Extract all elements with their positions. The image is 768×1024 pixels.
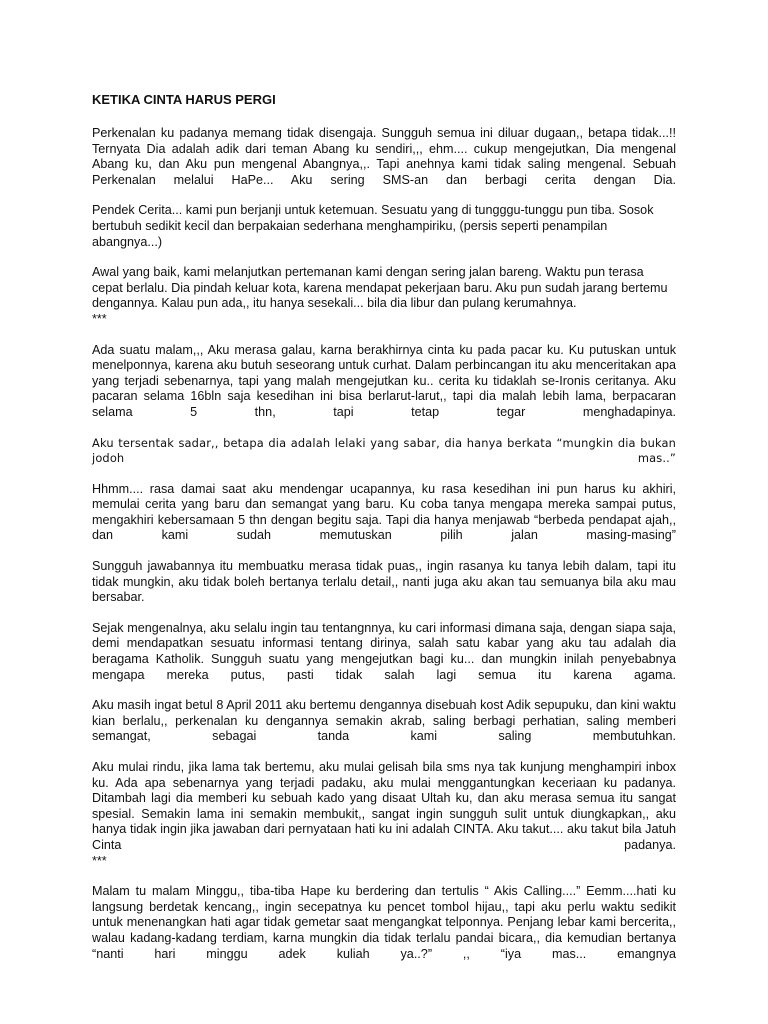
section-separator: ***: [92, 853, 107, 868]
paragraph-text: Sungguh jawabannya itu membuatku merasa tidak puas,, ingin rasanya ku tanya lebih dalam, tapi itu tidak mungkin, aku tidak boleh bertanya terlalu detail,, nanti juga aku akan tau semuanya bila aku mau bersabar.: [92, 559, 676, 605]
paragraph: [92, 203, 676, 250]
paragraph-text: Hhmm.... rasa damai saat aku mendengar ucapannya, ku rasa kesedihan ini pun harus ku akhiri, memulai cerita yang baru dan semangat yang baru. Ku coba tanya mengapa mereka sampai putus, mengakhiri kebersamaan 5 thn dengan begitu saja. Tapi dia hanya menjawab “berbeda pendapat ajah,, dan kami sudah memutuskan pilih jalan masing-masing”: [92, 481, 676, 543]
paragraph-text: Pendek Cerita... kami pun berjanji untuk ketemuan. Sesuatu yang di tungggu-tunggu pun tiba. Sosok bertubuh sedikit kecil dan berpakaian sederhana menghampiriku, (persis seperti penampilan abangnya...): [92, 203, 654, 249]
paragraph: [92, 126, 676, 188]
paragraph: [92, 343, 676, 421]
paragraph: [92, 559, 676, 606]
paragraph: [92, 436, 676, 467]
document-title: KETIKA CINTA HARUS PERGI: [92, 92, 276, 107]
paragraph-text: Malam tu malam Minggu,, tiba-tiba Hape ku berdering dan tertulis “ Akis Calling....” Eemm....hati ku langsung berdetak kencang,, ingin secepatnya ku pencet tombol hijau,, tapi aku perlu waktu sedikit untuk menenangkan hati agar tidak gemetar saat mengangkat telponnya. Penjang lebar kami bercerita,, walau kadang-kadang terdiam, karna mungkin dia tidak terlalu pandai bicara,, dia kemudian bertanya “nanti hari minggu adek kuliah ya..?” ,, “iya mas... emangnya: [92, 884, 676, 961]
paragraph: [92, 760, 676, 869]
paragraph: [92, 698, 676, 745]
paragraph-text: Ada suatu malam,,, Aku merasa galau, karna berakhirnya cinta ku pada pacar ku. Ku putuskan untuk menelponnya, karena aku butuh seseorang untuk curhat. Dalam perbincangan itu aku menceritakan apa yang terjadi sebenarnya, tapi yang malah mengejutkan ku.. cerita ku tidaklah se-Ironis ceritanya. Aku pacaran selama 16bln saja kesedihan ini bisa berlarut-larut,, tapi dia malah lebih lama, berpacaran selama 5 thn, tapi tetap tegar menghadapinya.: [92, 342, 676, 419]
paragraph: [92, 482, 676, 544]
paragraph: [92, 621, 676, 683]
document-page: [92, 92, 676, 977]
section-separator: ***: [92, 311, 107, 326]
paragraph-text: Awal yang baik, kami melanjutkan pertemanan kami dengan sering jalan bareng. Waktu pun terasa cepat berlalu. Dia pindah keluar kota, karena mendapat pekerjaan baru. Aku pun sudah jarang bertemu dengannya. Kalau pun ada,, itu hanya sesekali... bila dia libur dan pulang kerumahnya.: [92, 265, 668, 311]
paragraph-text: Aku mulai rindu, jika lama tak bertemu, aku mulai gelisah bila sms nya tak kunjung menghampiri inbox ku. Ada apa sebenarnya yang terjadi padaku, aku mulai menggantungkan keceriaan ku padanya. Ditambah lagi dia memberi ku sebuah kado yang disaat Ultah ku, dan aku merasa semua itu sangat spesial. Semakin lama ini semakin membukit,, sangat ingin sungguh sulit untuk diungkapkan,, aku hanya tidak ingin jika jawaban dari pernyataan hati ku ini adalah CINTA. Aku takut.... aku takut bila Jatuh Cinta padanya.: [92, 760, 676, 852]
paragraph-text: Aku masih ingat betul 8 April 2011 aku bertemu dengannya disebuah kost Adik sepupuku, dan kini waktu kian berlalu,, perkenalan ku dengannya semakin akrab, saling berbagi perhatian, saling memberi semangat, sebagai tanda kami saling membutuhkan.: [92, 698, 676, 744]
paragraph-text: Perkenalan ku padanya memang tidak disengaja. Sungguh semua ini diluar dugaan,, betapa tidak...!! Ternyata Dia adalah adik dari teman Abang ku sendiri,,, ehm.... cukup mengejutkan, Dia mengenal Abang ku, dan Aku pun mengenal Abangnya,,. Tapi anehnya kami tidak saling mengenal. Sebuah Perkenalan melalui HaPe... Aku sering SMS-an dan berbagi cerita dengan Dia.: [92, 126, 676, 187]
paragraph-text: Aku tersentak sadar,, betapa dia adalah lelaki yang sabar, dia hanya berkata “mungkin dia bukan jodoh mas..”: [92, 435, 676, 466]
paragraph: [92, 265, 676, 327]
paragraph-text: Sejak mengenalnya, aku selalu ingin tau tentangnnya, ku cari informasi dimana saja, dengan siapa saja, demi mendapatkan sesuatu informasi tentang dirinya, salah satu kabar yang aku tau adalah dia beragama Katholik. Sungguh suatu yang mengejutkan bagi ku... dan mungkin inilah penyebabnya mengapa mereka putus, pasti tidak salah lagi semua itu karena agama.: [92, 620, 676, 682]
paragraph: [92, 884, 676, 962]
